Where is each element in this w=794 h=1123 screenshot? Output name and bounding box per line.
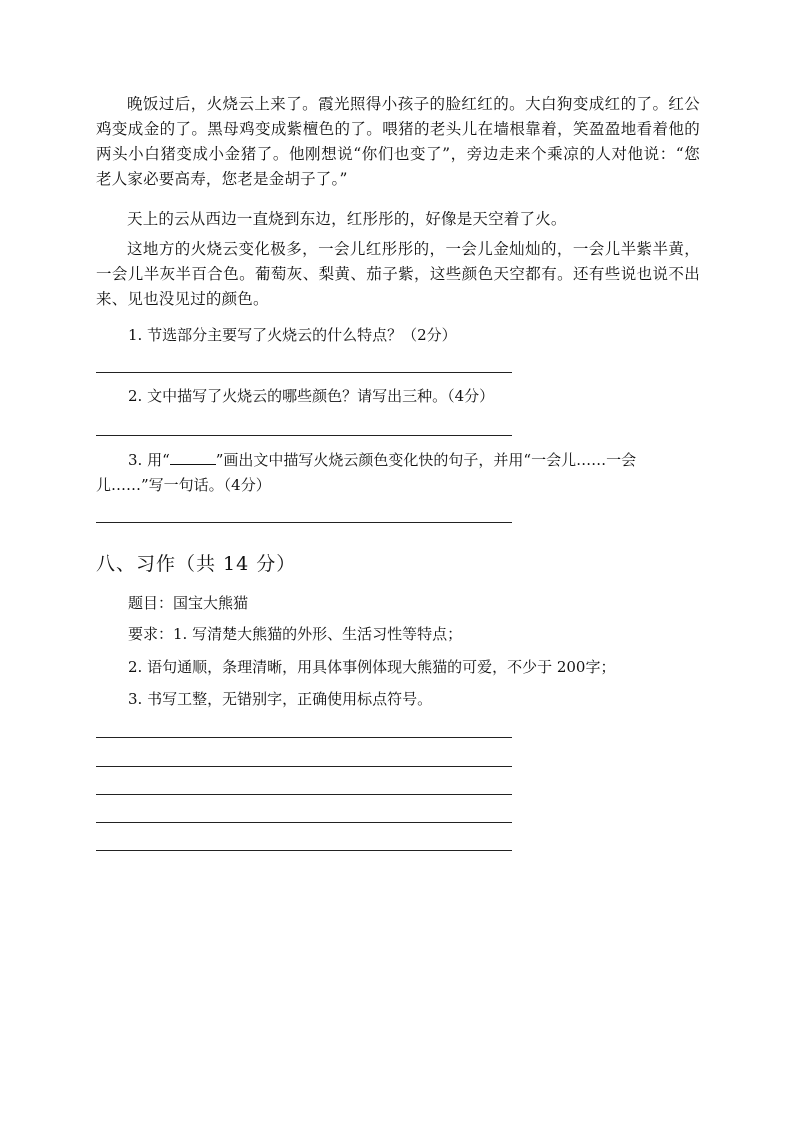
essay-writing-line[interactable] bbox=[96, 766, 512, 767]
essay-requirement-1: 要求：1. 写清楚大熊猫的外形、生活习性等特点； bbox=[128, 625, 463, 643]
essay-topic: 题目：国宝大熊猫 bbox=[128, 594, 249, 612]
question-3-part-a: 3. 用“ bbox=[128, 451, 170, 469]
essay-writing-line[interactable] bbox=[96, 850, 512, 851]
question-3-part-b: ”画出文中描写火烧云颜色变化快的句子，并用“一会儿……一会儿……”写一句话。（4分） bbox=[96, 451, 637, 494]
passage-paragraph-3: 这地方的火烧云变化极多，一会儿红彤彤的，一会儿金灿灿的，一会儿半紫半黄，一会儿半灰半百合色。葡萄灰、梨黄、茄子紫，这些颜色天空都有。还有些说也说不出来、见也没见过的颜色。 bbox=[96, 240, 700, 308]
essay-requirement-2: 2. 语句通顺，条理清晰，用具体事例体现大熊猫的可爱，不少于 200字； bbox=[128, 658, 616, 676]
answer-line-q1[interactable] bbox=[96, 372, 512, 373]
essay-writing-line[interactable] bbox=[96, 822, 512, 823]
question-1: 1. 节选部分主要写了火烧云的什么特点？（2分） bbox=[128, 326, 457, 344]
answer-line-q2[interactable] bbox=[96, 435, 512, 436]
essay-writing-line[interactable] bbox=[96, 737, 512, 738]
question-2: 2. 文中描写了火烧云的哪些颜色？请写出三种。（4分） bbox=[128, 387, 495, 405]
answer-line-q3[interactable] bbox=[96, 522, 512, 523]
passage-paragraph-1: 晚饭过后，火烧云上来了。霞光照得小孩子的脸红红的。大白狗变成红的了。红公鸡变成金的了。黑母鸡变成紫檀色的了。喂猪的老头儿在墙根靠着，笑盈盈地看着他的两头小白猪变成小金猪了。他刚想说“你们也变了”，旁边走来个乘凉的人对他说：“您老人家必要高寿，您老是金胡子了。” bbox=[96, 95, 700, 188]
essay-requirement-3: 3. 书写工整，无错别字，正确使用标点符号。 bbox=[128, 690, 433, 708]
passage-paragraph-2: 天上的云从西边一直烧到东边，红彤彤的，好像是天空着了火。 bbox=[127, 210, 567, 228]
question-3 bbox=[96, 448, 700, 498]
underline-blank bbox=[170, 450, 216, 465]
essay-writing-line[interactable] bbox=[96, 794, 512, 795]
section-8-heading: 八、习作（共 14 分） bbox=[96, 553, 297, 575]
